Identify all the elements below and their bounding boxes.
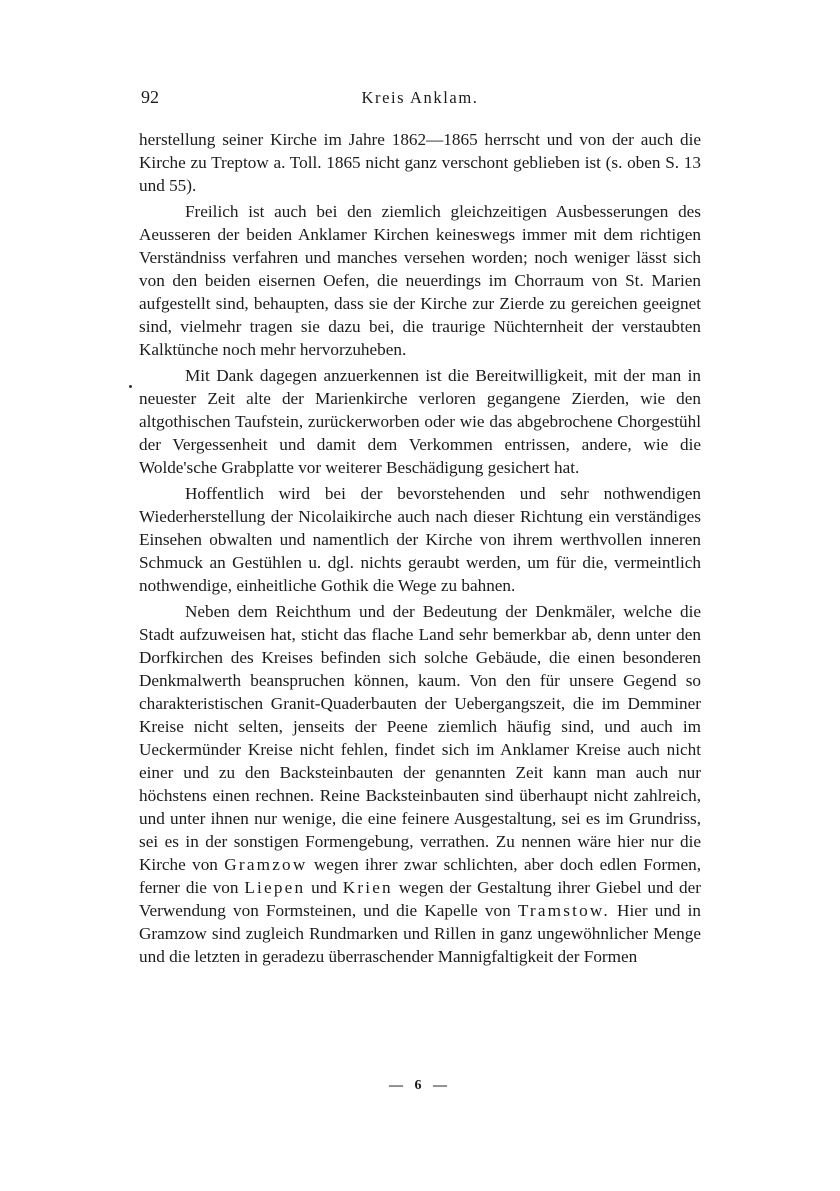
paragraph-text: wegen ihrer zwar schlichten, aber doch edlen Formen, ferner die von: [139, 855, 702, 897]
place-name-krien: Krien: [342, 878, 393, 897]
page-number: 92: [141, 87, 159, 107]
paragraph-village-churches: [139, 600, 701, 968]
paragraph-text: und: [311, 878, 337, 897]
stray-ink-dot: [129, 385, 132, 388]
paragraph-text: Hier und in Gramzow sind zugleich Rundmarken und Rillen in ganz ungewöhnlicher Menge und die letzten in geradezu überraschender Mannigfaltigkeit der Formen: [139, 901, 702, 966]
running-title: Kreis Anklam.: [361, 88, 479, 107]
paragraph-text: Neben dem Reichthum und der Bedeutung der Denkmäler, welche die Stadt aufzuweisen hat, sticht das flache Land sehr bemerkbar ab, denn unter den Dorfkirchen des Kreises befinden sich solche Gebäude, die einen besonderen Denkmalwerth beanspruchen können, kaum. Von den für unsere Gegend so charakteristischen Granit-Quaderbauten der Uebergangszeit, die im Demminer Kreise nicht selten, jenseits der Peene ziemlich häufig sind, und auch im Ueckermünder Kreise nicht fehlen, findet sich im Anklamer Kreise auch nicht einer und zu den Backsteinbauten der genannten Zeit kann man auch nur höchstens einen rechnen. Reine Backsteinbauten sind überhaupt nicht zahlreich, und unter ihnen nur wenige, die eine feinere Ausgestaltung, sei es im Grundriss, sei es in der sonstigen Formengebung, verrathen. Zu nennen wäre hier nur die Kirche von: [139, 602, 701, 874]
paragraph: Mit Dank dagegen anzuerkennen ist die Bereitwilligkeit, mit der man in neuester Zeit alte der Marienkirche verloren gegangene Zierden, wie den altgothischen Taufstein, zurückerworben oder wie das abgebrochene Chorgestühl der Vergessenheit und damit dem Verkommen entrissen, andere, wie die Wolde'sche Grabplatte vor weiterer Beschädigung gesichert hat.: [139, 366, 701, 477]
body-text: [139, 128, 701, 971]
page-header: [137, 83, 703, 113]
paragraph: Freilich ist auch bei den ziemlich gleichzeitigen Ausbesserungen des Aeusseren der beiden Anklamer Kirchen keineswegs immer mit dem richtigen Verständniss verfahren und manches versehen worden; noch weniger lässt sich von den beiden eisernen Oefen, die neuerdings im Chorraum von St. Marien aufgestellt sind, behaupten, dass sie der Kirche zur Zierde zu gereichen geeignet sind, vielmehr tragen sie dazu bei, die traurige Nüchternheit der verstaubten Kalktünche noch mehr hervorzuheben.: [139, 202, 701, 359]
place-name-gramzow: Gramzow: [224, 855, 308, 874]
paragraph: Hoffentlich wird bei der bevorstehenden und sehr nothwendigen Wiederherstellung der Nicolaikirche auch nach dieser Richtung ein verständiges Einsehen obwalten und namentlich der Kirche von ihrem werthvollen inneren Schmuck an Gestühlen u. dgl. nichts geraubt werden, um für die, vermeintlich nothwendige, einheitliche Gothik die Wege zu bahnen.: [139, 484, 701, 595]
paragraph-continuation: herstellung seiner Kirche im Jahre 1862—1865 herrscht und von der auch die Kirche zu Treptow a. Toll. 1865 nicht ganz verschont geblieben ist (s. oben S. 13 und 55).: [139, 130, 701, 195]
sheet-signature: — 6 —: [389, 1078, 451, 1093]
paragraph-text: wegen der Gestaltung ihrer Giebel und der Verwendung von Formsteinen, und die Kapelle von: [139, 878, 701, 920]
place-name-tramstow: Tramstow.: [517, 901, 610, 920]
place-name-liepen: Liepen: [244, 878, 306, 897]
